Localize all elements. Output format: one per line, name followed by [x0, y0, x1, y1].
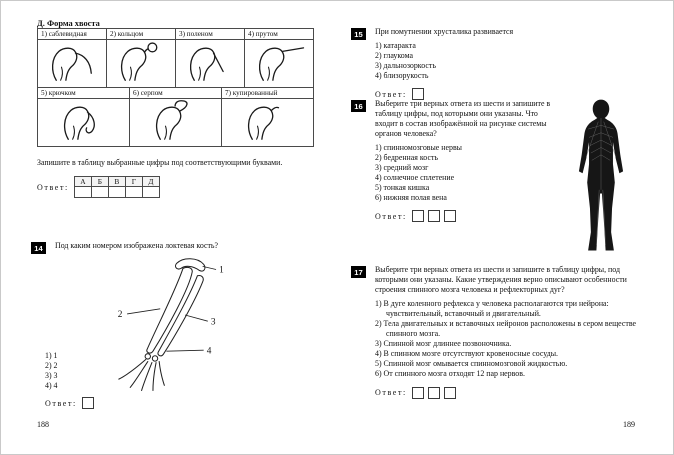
- letters-answer-table: [74, 176, 160, 198]
- letter-answer-cell: [74, 187, 91, 198]
- option: 2) бедренная кость: [375, 152, 438, 162]
- tail-sickle-figure: [146, 99, 206, 141]
- answer-box: [444, 210, 456, 222]
- answer-box: [412, 210, 424, 222]
- answer-box: [412, 387, 424, 399]
- question-17-text: Выберите три верных ответа из шести и запишите в таблицу цифры, под которыми они указаны. Какие утверждения верно описывают особенности строения спинного мозга человека и рефлекторных дуг?: [375, 265, 627, 294]
- option: 2) глаукома: [375, 50, 414, 60]
- tail-label: 3) поленом: [176, 29, 245, 40]
- option: 2) Тела двигательных и вставочных нейронов расположены в сером веществе спинного мозга.: [375, 318, 636, 338]
- tail-label: 7) купированный: [222, 88, 314, 99]
- tail-label: 2) кольцом: [107, 29, 176, 40]
- option: 3) дальнозоркость: [375, 61, 436, 71]
- page-number-left: 188: [37, 420, 49, 429]
- answer-box: [428, 210, 440, 222]
- question-16-options: [375, 143, 551, 204]
- answer-box: [82, 397, 94, 409]
- tail-log-figure: [180, 40, 240, 82]
- question-17-options: [375, 299, 643, 380]
- answer-label: Ответ:: [45, 398, 77, 408]
- question-16-text: Выберите три верных ответа из шести и запишите в таблицу цифры, под которыми они указаны. Что входит в состав изображённой на рисунке системы органов человека?: [375, 99, 551, 138]
- question-14: [31, 241, 333, 254]
- letter-header: В: [108, 177, 125, 187]
- letter-header: А: [74, 177, 91, 187]
- tail-label: 4) прутом: [245, 29, 314, 40]
- option: 3) 3: [45, 371, 58, 381]
- question-16-badge: 16: [351, 100, 366, 112]
- question-15-badge: 15: [351, 28, 366, 40]
- tail-hook-figure: [54, 99, 114, 141]
- question-15-options: [375, 41, 513, 81]
- tail-label: 1) саблевидная: [38, 29, 107, 40]
- letter-answer-cell: [142, 187, 159, 198]
- answer-label: Ответ:: [375, 89, 407, 99]
- option: 4) 4: [45, 381, 58, 391]
- option: 1) В дуге коленного рефлекса у человека располагаются три нейрона: чувствительный, вставочный и двигательный.: [375, 298, 609, 318]
- page-left: [31, 19, 333, 419]
- question-14-badge: 14: [31, 242, 46, 254]
- answer-label: Ответ:: [375, 211, 407, 221]
- question-17-badge: 17: [351, 266, 366, 278]
- instruction-text: Запишите в таблицу выбранные цифры под соответствующими буквами.: [37, 158, 283, 167]
- page-number-right: 189: [623, 420, 635, 429]
- tail-docked-figure: [238, 99, 298, 141]
- question-14-options: [45, 351, 60, 391]
- answer-label: Ответ:: [375, 388, 407, 397]
- answer-box: [428, 387, 440, 399]
- tail-label: 5) крючком: [38, 88, 130, 99]
- option: 6) нижняя полая вена: [375, 193, 447, 203]
- option: 4) близорукость: [375, 71, 429, 81]
- question-17: [351, 265, 649, 399]
- tail-saber-figure: [42, 40, 102, 82]
- section-title: Д. Форма хвоста: [37, 19, 100, 28]
- option: 5) Спинной мозг омывается спинномозговой жидкостью.: [375, 359, 568, 369]
- tail-ring-figure: [111, 40, 171, 82]
- option: 5) тонкая кишка: [375, 182, 430, 192]
- letter-header: Б: [91, 177, 108, 187]
- question-14-answer-row: [45, 397, 94, 409]
- letter-answer-cell: [108, 187, 125, 198]
- option: 3) Спинной мозг длиннее позвоночника.: [375, 339, 512, 349]
- question-16-answer-row: [375, 210, 551, 222]
- page-right: [351, 19, 649, 429]
- option: 3) средний мозг: [375, 162, 429, 172]
- option: 4) солнечное сплетение: [375, 172, 455, 182]
- figure-label-2: 2: [117, 310, 123, 321]
- letter-header: Д: [142, 177, 159, 187]
- tail-rod-figure: [249, 40, 309, 82]
- option: 4) В спинном мозге отсутствуют кровеносные сосуды.: [375, 349, 558, 359]
- letter-header: Г: [125, 177, 142, 187]
- option: 6) От спинного мозга отходят 12 пар нервов.: [375, 369, 525, 379]
- nervous-system-figure: [555, 93, 647, 259]
- option: 2) 2: [45, 361, 58, 371]
- tail-label: 6) серпом: [130, 88, 222, 99]
- option: 1) катаракта: [375, 40, 416, 50]
- question-15-text: При помутнении хрусталика развивается: [375, 27, 514, 36]
- letter-answer-cell: [125, 187, 142, 198]
- letters-answer-row: [37, 176, 333, 198]
- figure-label-1: 1: [219, 265, 224, 276]
- figure-label-3: 3: [210, 317, 216, 328]
- tail-shapes-table-row1: [37, 28, 314, 88]
- tail-shapes-table-row2: [37, 87, 314, 147]
- letter-answer-cell: [91, 187, 108, 198]
- answer-label: Ответ:: [37, 182, 69, 192]
- option: 1) спинномозговые нервы: [375, 142, 462, 152]
- answer-box: [444, 387, 456, 399]
- question-15: [351, 27, 649, 100]
- figure-label-4: 4: [206, 346, 212, 357]
- question-17-answer-row: [375, 387, 643, 399]
- question-14-text: Под каким номером изображена локтевая кость?: [55, 241, 219, 250]
- option: 1) 1: [45, 351, 58, 360]
- forearm-bones-figure: [95, 255, 273, 410]
